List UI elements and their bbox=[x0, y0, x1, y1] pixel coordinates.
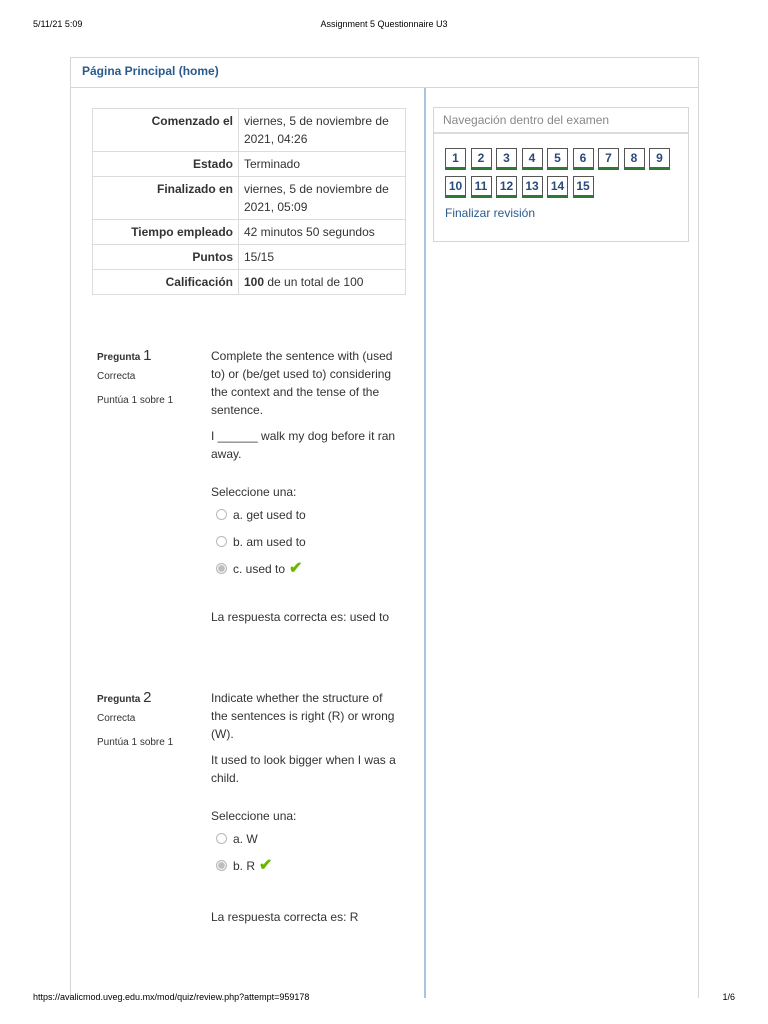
table-row bbox=[93, 152, 406, 177]
page-frame bbox=[70, 57, 699, 998]
radio-button-selected[interactable] bbox=[216, 860, 227, 871]
question-nav-button[interactable]: 7 bbox=[598, 148, 619, 170]
question-nav-button[interactable]: 8 bbox=[624, 148, 645, 170]
column-divider bbox=[424, 88, 426, 998]
question-nav-button[interactable]: 2 bbox=[471, 148, 492, 170]
question-body bbox=[211, 689, 401, 926]
table-row bbox=[93, 270, 406, 295]
table-row bbox=[93, 109, 406, 152]
breadcrumb bbox=[71, 58, 698, 88]
question-nav-button[interactable]: 4 bbox=[522, 148, 543, 170]
summary-value: viernes, 5 de noviembre de 2021, 04:26 bbox=[239, 109, 406, 152]
option-label: a. W bbox=[233, 831, 258, 846]
print-page-number: 1/6 bbox=[722, 992, 735, 1002]
grade-total: de un total de 100 bbox=[264, 275, 364, 289]
question-nav-button[interactable]: 6 bbox=[573, 148, 594, 170]
summary-value: 42 minutos 50 segundos bbox=[239, 220, 406, 245]
table-row bbox=[93, 177, 406, 220]
summary-value bbox=[239, 270, 406, 295]
answer-option[interactable] bbox=[211, 501, 401, 528]
radio-button[interactable] bbox=[216, 536, 227, 547]
radio-button-selected[interactable] bbox=[216, 563, 227, 574]
summary-key: Tiempo empleado bbox=[93, 220, 239, 245]
summary-key: Finalizado en bbox=[93, 177, 239, 220]
quiz-navigation-title: Navegación dentro del examen bbox=[434, 108, 688, 134]
question-feedback: La respuesta correcta es: R bbox=[211, 910, 359, 924]
question-nav-button[interactable]: 14 bbox=[547, 176, 568, 198]
quiz-navigation bbox=[433, 107, 689, 242]
question-number: 1 bbox=[143, 347, 152, 364]
checkmark-icon: ✔ bbox=[289, 559, 303, 577]
question-nav-grid bbox=[445, 148, 685, 204]
answer-option[interactable] bbox=[211, 555, 401, 582]
finish-review-link[interactable]: Finalizar revisión bbox=[445, 206, 536, 220]
question-body bbox=[211, 347, 401, 626]
table-row bbox=[93, 220, 406, 245]
question-nav-button[interactable]: 11 bbox=[471, 176, 492, 198]
radio-button[interactable] bbox=[216, 509, 227, 520]
answer-option[interactable] bbox=[211, 528, 401, 555]
question-nav-button[interactable]: 3 bbox=[496, 148, 517, 170]
nav-row bbox=[445, 176, 685, 204]
question-info bbox=[97, 689, 202, 748]
question-nav-button[interactable]: 5 bbox=[547, 148, 568, 170]
option-label: b. R bbox=[233, 858, 256, 873]
print-date: 5/11/21 5:09 bbox=[33, 19, 83, 29]
answer-option[interactable] bbox=[211, 852, 401, 879]
home-link[interactable]: Página Principal (home) bbox=[82, 64, 219, 78]
select-label: Seleccione una: bbox=[211, 809, 297, 823]
answer-option[interactable] bbox=[211, 825, 401, 852]
question-nav-button[interactable]: 12 bbox=[496, 176, 517, 198]
question-nav-button[interactable]: 10 bbox=[445, 176, 466, 198]
summary-key: Puntos bbox=[93, 245, 239, 270]
question-prompt: Complete the sentence with (used to) or (be/get used to) considering the context and the tense of the sentence. bbox=[211, 349, 393, 417]
question-nav-button[interactable]: 1 bbox=[445, 148, 466, 170]
question-sentence: I ______ walk my dog before it ran away. bbox=[211, 429, 396, 461]
grade-value: 100 bbox=[244, 275, 265, 289]
question-state: Correcta bbox=[97, 371, 136, 382]
option-label: b. am used to bbox=[233, 534, 306, 549]
question-nav-button[interactable]: 15 bbox=[573, 176, 594, 198]
option-label: a. get used to bbox=[233, 507, 306, 522]
summary-value: 15/15 bbox=[239, 245, 406, 270]
question-info bbox=[97, 347, 202, 406]
checkmark-icon: ✔ bbox=[259, 856, 273, 874]
question-prompt: Indicate whether the structure of the sentences is right (R) or wrong (W). bbox=[211, 691, 395, 741]
summary-key: Calificación bbox=[93, 270, 239, 295]
print-title: Assignment 5 Questionnaire U3 bbox=[320, 19, 448, 29]
table-row bbox=[93, 245, 406, 270]
question-state: Correcta bbox=[97, 713, 136, 724]
attempt-summary-table bbox=[92, 108, 406, 295]
question-nav-button[interactable]: 9 bbox=[649, 148, 670, 170]
summary-value: viernes, 5 de noviembre de 2021, 05:09 bbox=[239, 177, 406, 220]
question-label: Pregunta bbox=[97, 352, 141, 363]
summary-key: Estado bbox=[93, 152, 239, 177]
option-label: c. used to bbox=[233, 561, 286, 576]
radio-button[interactable] bbox=[216, 833, 227, 844]
question-grade: Puntúa 1 sobre 1 bbox=[97, 737, 174, 748]
print-url: https://avalicmod.uveg.edu.mx/mod/quiz/review.php?attempt=959178 bbox=[33, 992, 310, 1002]
question-number: 2 bbox=[143, 689, 152, 706]
select-label: Seleccione una: bbox=[211, 485, 297, 499]
question-feedback: La respuesta correcta es: used to bbox=[211, 610, 390, 624]
question-grade: Puntúa 1 sobre 1 bbox=[97, 395, 174, 406]
question-nav-button[interactable]: 13 bbox=[522, 176, 543, 198]
question-label: Pregunta bbox=[97, 694, 141, 705]
nav-row bbox=[445, 148, 685, 176]
summary-key: Comenzado el bbox=[93, 109, 239, 152]
summary-value: Terminado bbox=[239, 152, 406, 177]
question-sentence: It used to look bigger when I was a child. bbox=[211, 753, 396, 785]
